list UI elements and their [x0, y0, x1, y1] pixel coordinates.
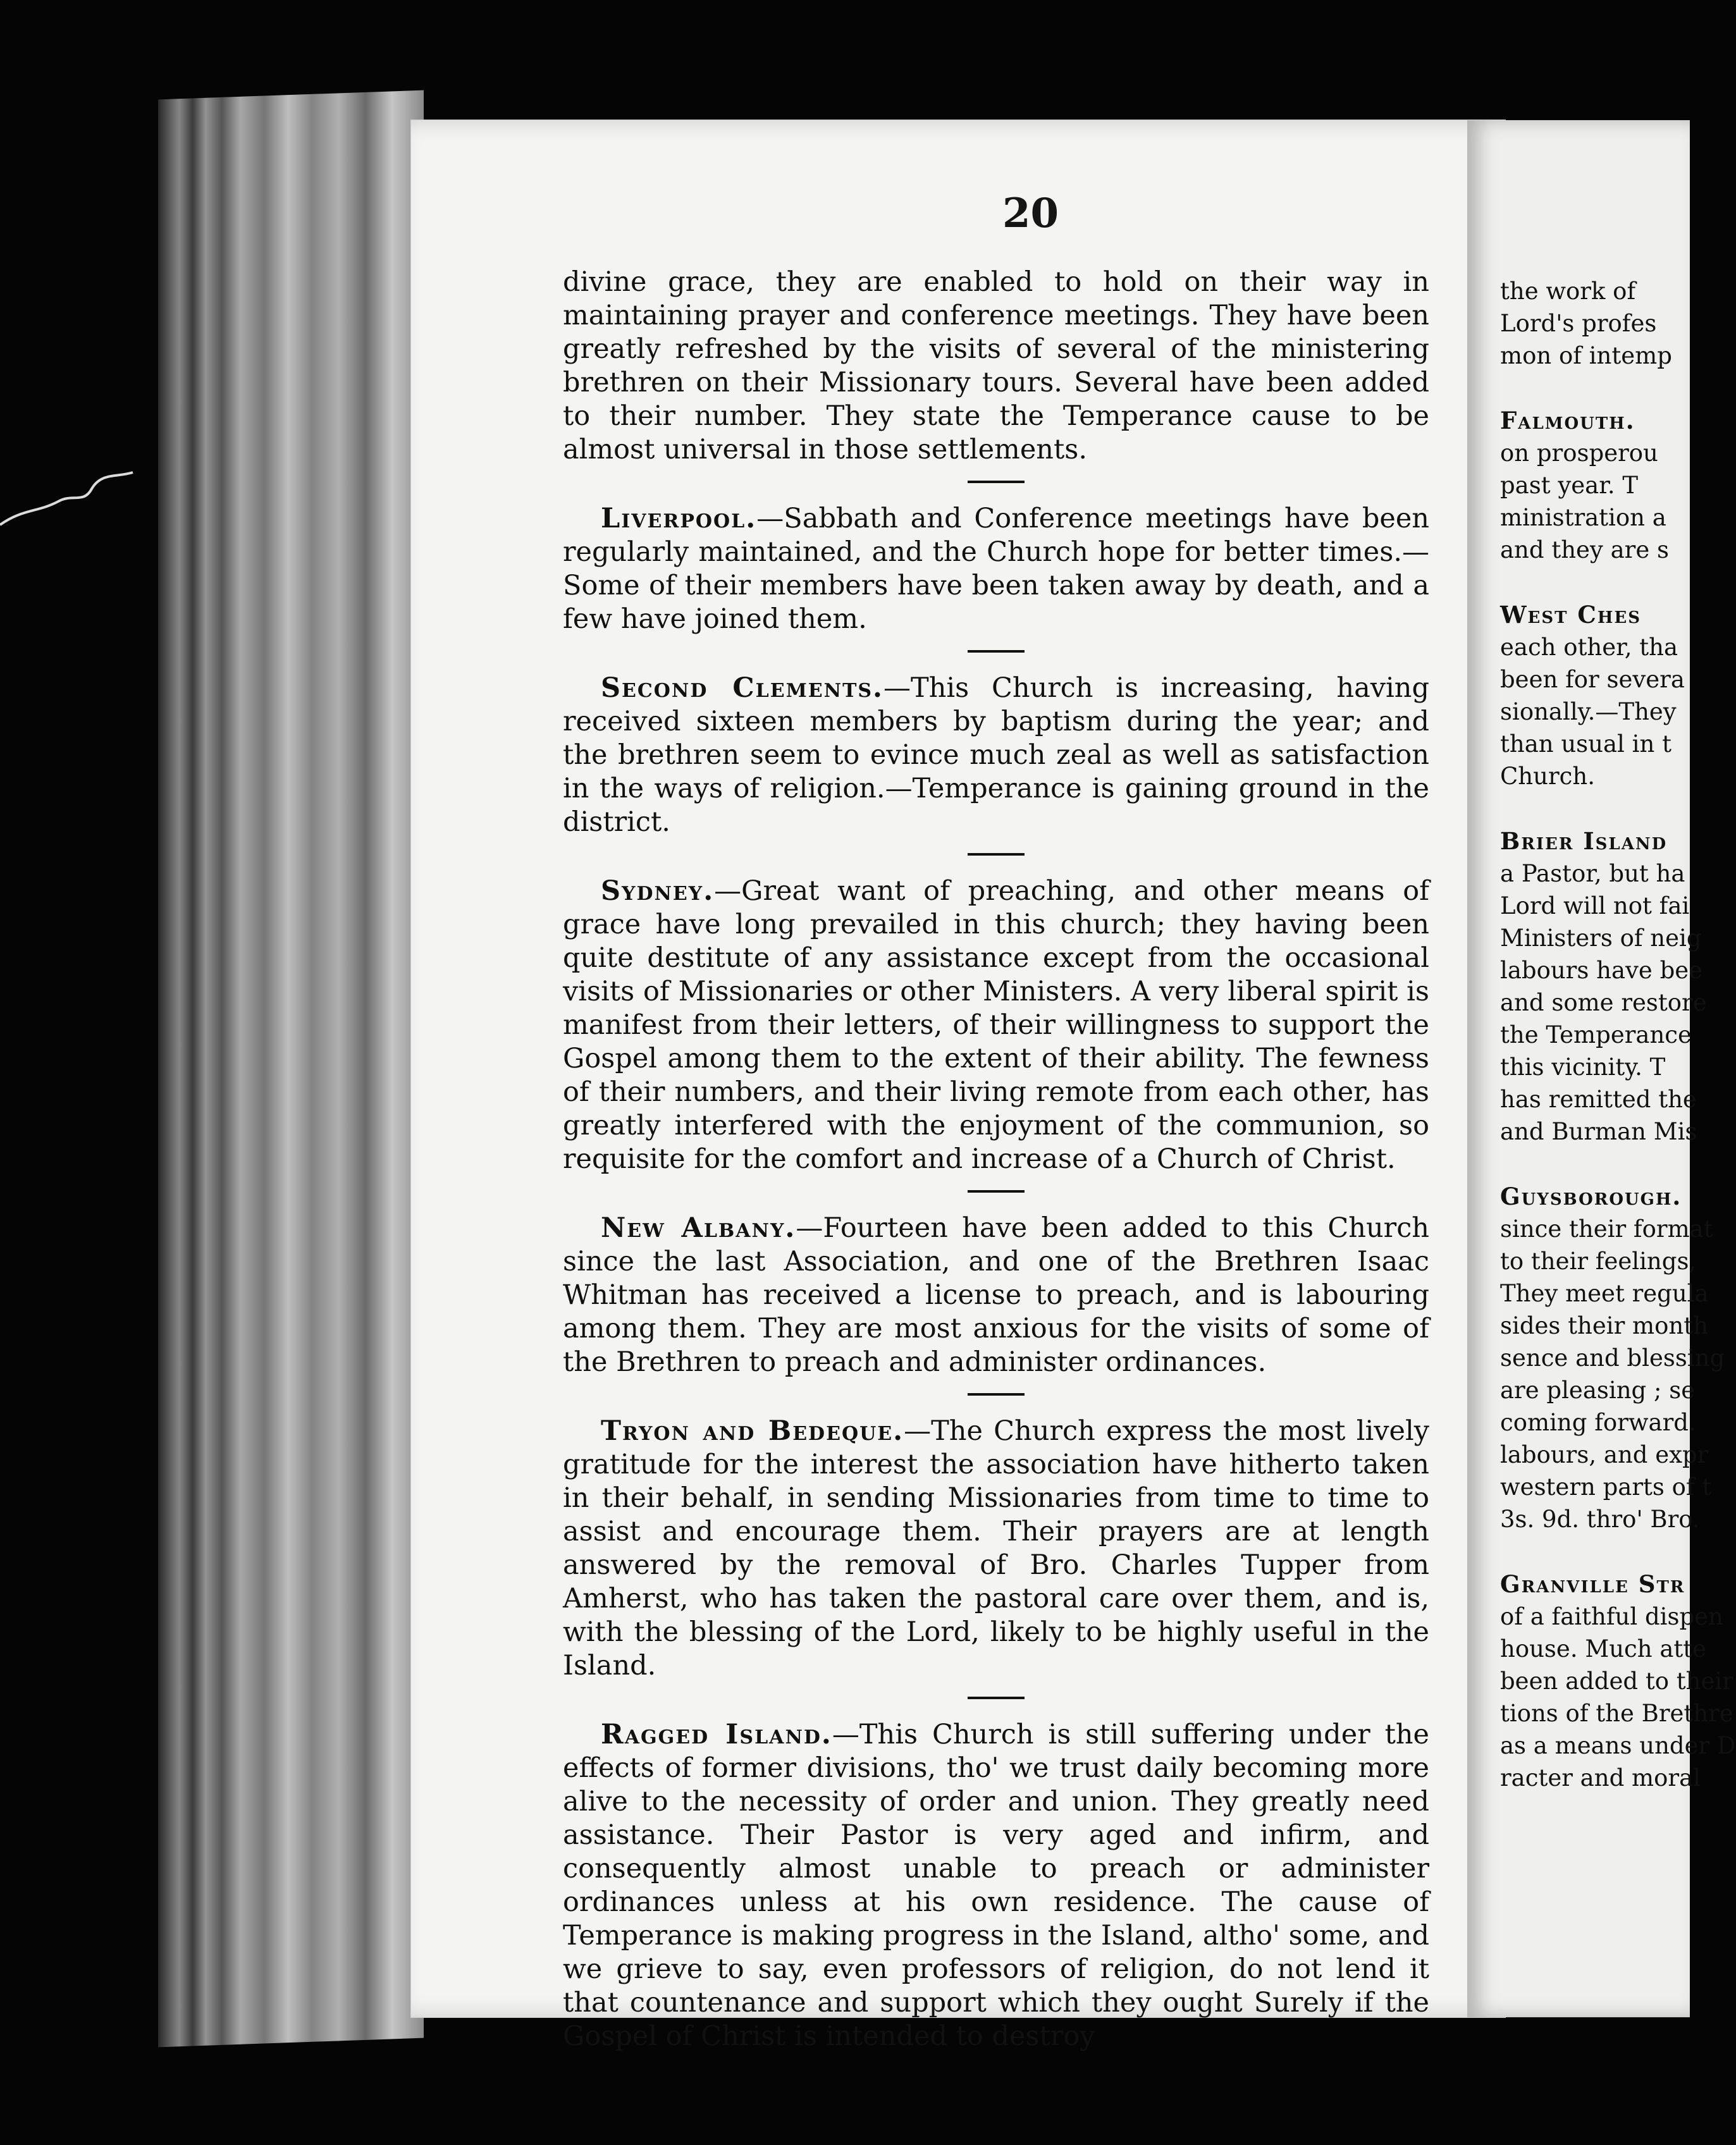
section-heading: Second Clements.	[601, 672, 884, 704]
right-text-block	[1500, 1568, 1736, 1794]
right-text-block	[1500, 275, 1690, 372]
right-text-line: this vicinity. T	[1500, 1054, 1666, 1081]
paragraph-new-albany	[563, 1212, 1429, 1379]
right-text-line: 3s. 9d. thro' Bro.	[1500, 1506, 1700, 1533]
paragraph-text: —This Church is increasing, having received sixteen members by baptism during the year; and the brethren seem to evince much zeal as well as satisfaction in the ways of religion.—Temperance is gaining ground in the district.	[563, 672, 1429, 838]
right-text-line: mon of intemp	[1500, 342, 1672, 369]
right-text-line: the work of	[1500, 278, 1636, 305]
paragraph-text: —Sabbath and Conference meetings have been regularly maintained, and the Church hope for better times.—Some of their members have been taken away by death, and a few have joined them.	[563, 503, 1429, 635]
section-divider	[968, 650, 1025, 653]
section-divider	[968, 1697, 1025, 1699]
right-section-heading: Granville Str	[1500, 1570, 1685, 1598]
right-text-line: and they are s	[1500, 536, 1669, 563]
section-divider	[968, 1190, 1025, 1193]
right-text-line: and some restore	[1500, 989, 1707, 1016]
paragraph-tryon-bedeque	[563, 1415, 1429, 1683]
right-text-line: They meet regula	[1500, 1280, 1709, 1307]
paragraph-text: —The Church express the most lively gratitude for the interest the association have hitherto taken in their behalf, in sending Missionaries from time to time to assist and encourage them. Their prayers are at length answered by the removal of Bro. Charles Tupper from Amherst, who has taken the pastoral care over them, and is, with the blessing of the Lord, likely to be highly useful in the Island.	[563, 1415, 1429, 1681]
right-text-line: been added to their	[1500, 1668, 1733, 1695]
right-text-line: and Burman Mis	[1500, 1118, 1697, 1145]
section-heading: New Albany.	[601, 1212, 796, 1244]
right-text-line: labours have bee	[1500, 957, 1703, 984]
right-page-partial-text	[1500, 275, 1736, 1827]
right-text-line: a Pastor, but ha	[1500, 860, 1685, 887]
right-text-line: past year. T	[1500, 472, 1639, 499]
right-text-block	[1500, 1181, 1725, 1535]
section-divider	[968, 853, 1025, 856]
right-text-line: Lord's profes	[1500, 310, 1657, 337]
paragraph-text: —Great want of preaching, and other means of grace have long prevailed in this church; they having been quite destitute of any assistance except from the occasional visits of Missionaries or other Ministers. A very liberal spirit is manifest from their letters, of their willingness to support the Gospel among them to the extent of their ability. The fewness of their numbers, and their living remote from each other, has greatly interfered with the enjoyment of the communion, so requisite for the comfort and increase of a Church of Christ.	[563, 875, 1429, 1175]
right-text-block	[1500, 825, 1707, 1148]
right-text-line: ministration a	[1500, 504, 1666, 531]
right-section-heading: Falmouth.	[1500, 407, 1635, 434]
right-text-line: are pleasing ; se	[1500, 1377, 1696, 1404]
right-section-heading: West Ches	[1500, 601, 1641, 629]
section-heading: Ragged Island.	[601, 1719, 832, 1750]
section-heading: Sydney.	[601, 875, 715, 907]
page-number: 20	[1002, 190, 1059, 237]
right-text-line: labours, and expr	[1500, 1441, 1709, 1468]
paragraph-text: —This Church is still suffering under the effects of former divisions, tho' we trust daily becoming more alive to the necessity of order and union. They greatly need assistance. Their Pastor is very aged and infirm, and consequently almost unable to preach or administer ordinances unless at his own residence. The cause of Temperance is making progress in the Island, altho' some, and we grieve to say, even professors of religion, do not lend it that countenance and support which they ought Surely if the Gospel of Christ is intended to destroy	[563, 1719, 1429, 2052]
paragraph-text: —Fourteen have been added to this Church since the last Association, and one of the Brethren Isaac Whitman has received a license to preach, and is labouring among them. They are most anxious for the visits of some of the Brethren to preach and administer ordinances.	[563, 1212, 1429, 1378]
right-text-line: racter and moral	[1500, 1764, 1701, 1792]
right-text-line: Church.	[1500, 763, 1595, 790]
right-text-line: each other, tha	[1500, 634, 1678, 661]
right-text-line: the Temperance	[1500, 1021, 1692, 1048]
right-section-heading: Guysborough.	[1500, 1183, 1682, 1210]
right-text-line: than usual in t	[1500, 730, 1671, 758]
right-text-line: since their format	[1500, 1215, 1713, 1243]
right-text-line: tions of the Brethre	[1500, 1700, 1733, 1727]
section-divider	[968, 481, 1025, 483]
right-text-line: Lord will not fai	[1500, 892, 1690, 919]
right-text-line: house. Much atte	[1500, 1635, 1707, 1663]
right-text-line: been for severa	[1500, 666, 1685, 693]
book-page-edges	[158, 90, 424, 2048]
right-text-line: has remitted the	[1500, 1086, 1697, 1113]
section-heading: Liverpool.	[601, 503, 757, 534]
left-page-text	[563, 266, 1429, 2086]
right-text-block	[1500, 405, 1690, 566]
paragraph-ragged-island	[563, 1718, 1429, 2053]
paragraph-liverpool	[563, 502, 1429, 636]
right-text-line: sionally.—They	[1500, 698, 1677, 725]
paragraph-text: divine grace, they are enabled to hold on their way in maintaining prayer and conference meetings. They have been greatly refreshed by the visits of several of the ministering brethren on their Missionary tours. Several have been added to their number. They state the Temperance cause to be almost universal in those settlements.	[563, 266, 1429, 465]
paragraph-continuation	[563, 266, 1429, 467]
right-text-line: on prosperou	[1500, 439, 1658, 467]
scan-artifact-line	[0, 458, 152, 534]
right-text-line: western parts of t	[1500, 1473, 1712, 1501]
paragraph-second-clements	[563, 672, 1429, 839]
right-text-line: sence and blessing	[1500, 1344, 1725, 1372]
right-text-line: coming forward.	[1500, 1409, 1696, 1436]
right-text-line: sides their month	[1500, 1312, 1708, 1339]
right-section-heading: Brier Island	[1500, 827, 1668, 855]
section-divider	[968, 1393, 1025, 1396]
right-text-line: Ministers of neig	[1500, 925, 1702, 952]
right-text-line: to their feelings,	[1500, 1248, 1697, 1275]
right-text-block	[1500, 599, 1690, 792]
right-text-line: as a means under D	[1500, 1732, 1736, 1759]
paragraph-sydney	[563, 875, 1429, 1176]
right-text-line: of a faithful dispen	[1500, 1603, 1723, 1630]
section-heading: Tryon and Bedeque.	[601, 1415, 904, 1447]
